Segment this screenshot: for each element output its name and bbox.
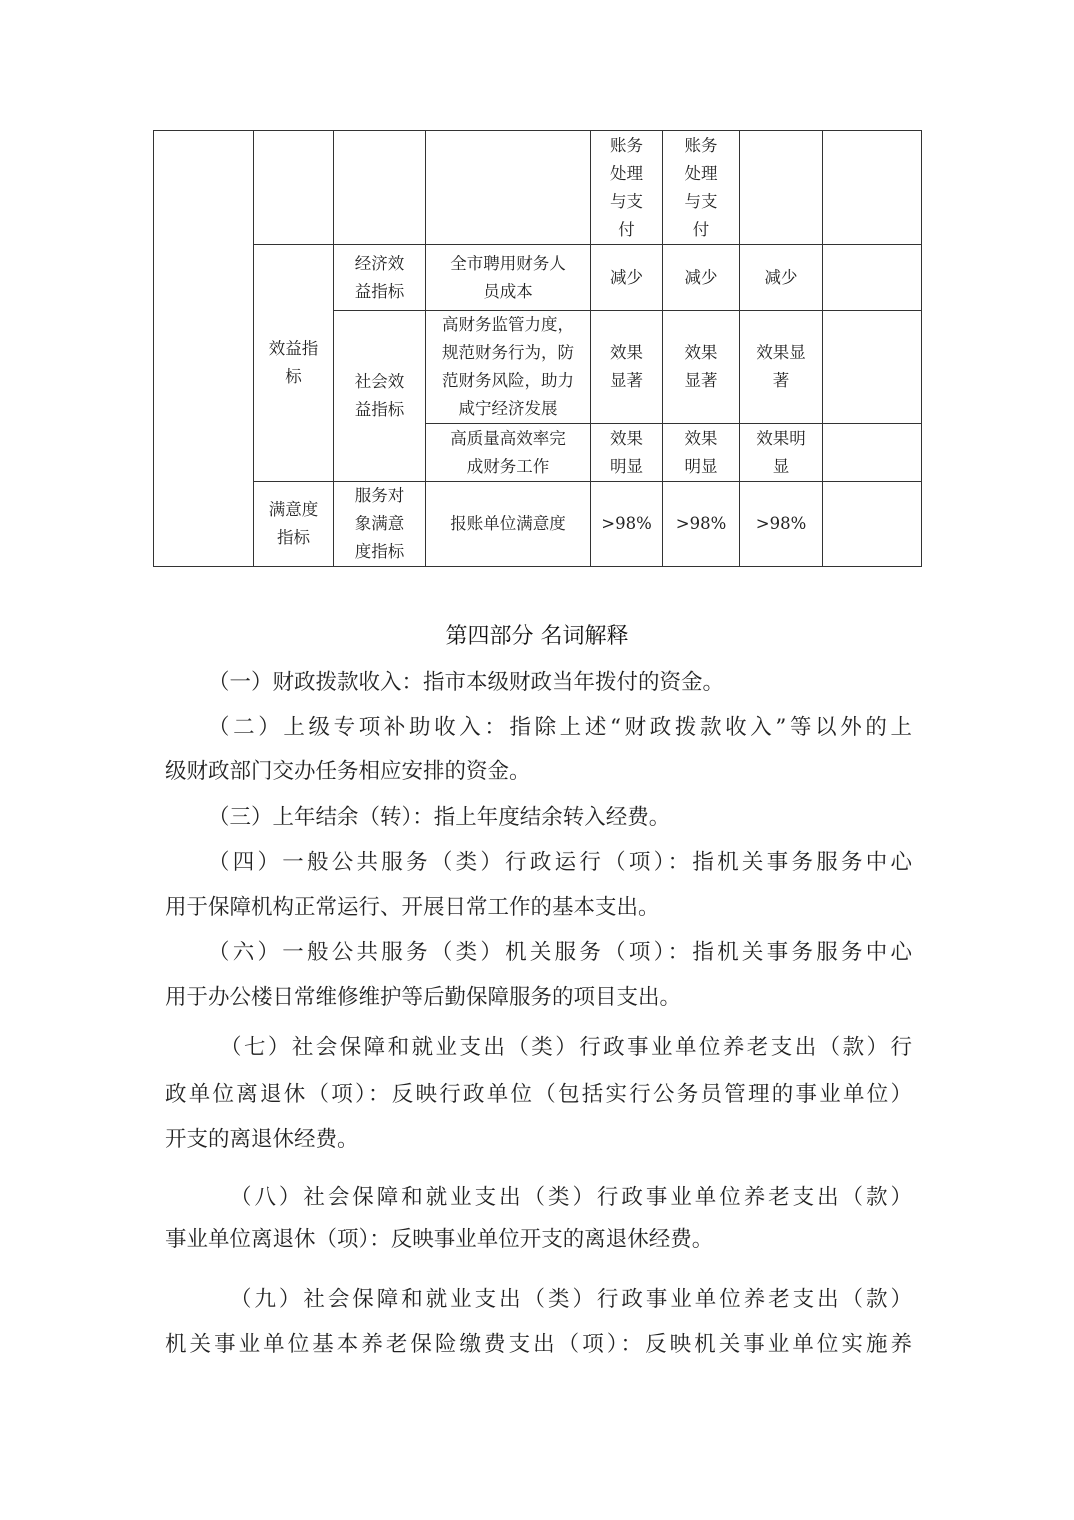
table-cell <box>426 311 591 424</box>
table-cell <box>254 245 334 482</box>
table-cell <box>426 482 591 567</box>
table-cell <box>663 311 740 424</box>
score-value: 减少 <box>764 267 798 287</box>
score-value: 效果显著 <box>756 343 806 390</box>
score-value: >98% <box>755 514 807 533</box>
table-cell <box>591 482 663 567</box>
table-cell <box>591 131 663 245</box>
actual-value: 效果明显 <box>684 428 718 476</box>
table-cell <box>663 482 740 567</box>
text-line: （九）社会保障和就业支出（类）行政事业单位养老支出（款） <box>230 1287 912 1312</box>
text-line: 级财政部门交办任务相应安排的资金。 <box>165 759 531 784</box>
table-cell <box>334 131 426 245</box>
table-cell <box>663 245 740 311</box>
target-value: 效果显著 <box>609 343 643 390</box>
performance-indicator-table <box>153 130 922 567</box>
table-cell <box>823 245 922 311</box>
text-line: （八）社会保障和就业支出（类）行政事业单位养老支出（款） <box>230 1185 912 1210</box>
level2-indicator: 服务对象满意度指标 <box>354 486 405 561</box>
actual-value: 效果显著 <box>684 343 718 390</box>
indicator-name: 高质量高效率完成财务工作 <box>450 428 566 476</box>
table-cell <box>426 424 591 482</box>
table-cell <box>663 424 740 482</box>
table-cell <box>591 311 663 424</box>
table-row <box>154 245 922 311</box>
text-line: 机关事业单位基本养老保险缴费支出（项）：反映机关事业单位实施养 <box>165 1332 912 1357</box>
text-line: 事业单位离退休（项）：反映事业单位开支的离退休经费。 <box>165 1227 714 1252</box>
table-cell <box>740 482 823 567</box>
table-cell <box>663 131 740 245</box>
text-line: （七）社会保障和就业支出（类）行政事业单位养老支出（款）行 <box>220 1035 912 1060</box>
actual-value: 账务处理与支付 <box>684 135 718 239</box>
table-cell <box>740 311 823 424</box>
target-value: 减少 <box>610 267 643 287</box>
table-cell <box>334 482 426 567</box>
text-line: 开支的离退休经费。 <box>165 1127 359 1152</box>
table-cell <box>823 131 922 245</box>
table-cell <box>426 131 591 245</box>
indicator-name: 高财务监管力度，规范财务行为，防范财务风险，助力咸宁经济发展 <box>441 315 574 418</box>
target-value: 效果明显 <box>609 428 643 476</box>
indicator-name: 报账单位满意度 <box>450 514 566 533</box>
table-cell <box>740 131 823 245</box>
indicator-name: 全市聘用财务人员成本 <box>450 253 566 301</box>
table-cell <box>740 245 823 311</box>
table-cell <box>254 131 334 245</box>
section-title: 第四部分 名词解释 <box>445 624 629 649</box>
target-value: 账务处理与支付 <box>609 135 643 239</box>
level2-indicator: 社会效益指标 <box>354 372 405 419</box>
text-line: 用于保障机构正常运行、开展日常工作的基本支出。 <box>165 895 660 920</box>
target-value: >98% <box>601 514 652 533</box>
table-cell <box>426 245 591 311</box>
table-row <box>154 482 922 567</box>
actual-value: >98% <box>675 514 727 533</box>
table-cell <box>154 131 254 567</box>
table-cell <box>740 424 823 482</box>
text-line: （四）一般公共服务（类）行政运行（项）：指机关事务服务中心 <box>208 850 912 875</box>
text-line: 用于办公楼日常维修维护等后勤保障服务的项目支出。 <box>165 985 682 1010</box>
table-cell <box>334 245 426 311</box>
text-line: 政单位离退休（项）：反映行政单位（包括实行公务员管理的事业单位） <box>165 1082 912 1107</box>
actual-value: 减少 <box>684 267 718 287</box>
level1-indicator: 满意度指标 <box>268 500 319 547</box>
text-line: （六）一般公共服务（类）机关服务（项）：指机关事务服务中心 <box>208 940 912 965</box>
table-cell <box>823 482 922 567</box>
table-cell <box>591 424 663 482</box>
table-cell <box>334 311 426 482</box>
level1-indicator: 效益指标 <box>268 339 319 386</box>
table-cell <box>823 311 922 424</box>
level2-indicator: 经济效益指标 <box>354 253 405 301</box>
text-line: （一）财政拨款收入：指市本级财政当年拨付的资金。 <box>208 670 725 695</box>
text-line: （三）上年结余（转）：指上年度结余转入经费。 <box>208 805 671 830</box>
table-cell <box>254 482 334 567</box>
table-row <box>154 131 922 245</box>
text-line: （二）上级专项补助收入：指除上述“财政拨款收入”等以外的上 <box>208 715 912 740</box>
score-value: 效果明显 <box>756 428 806 476</box>
table-cell <box>823 424 922 482</box>
table-cell <box>591 245 663 311</box>
